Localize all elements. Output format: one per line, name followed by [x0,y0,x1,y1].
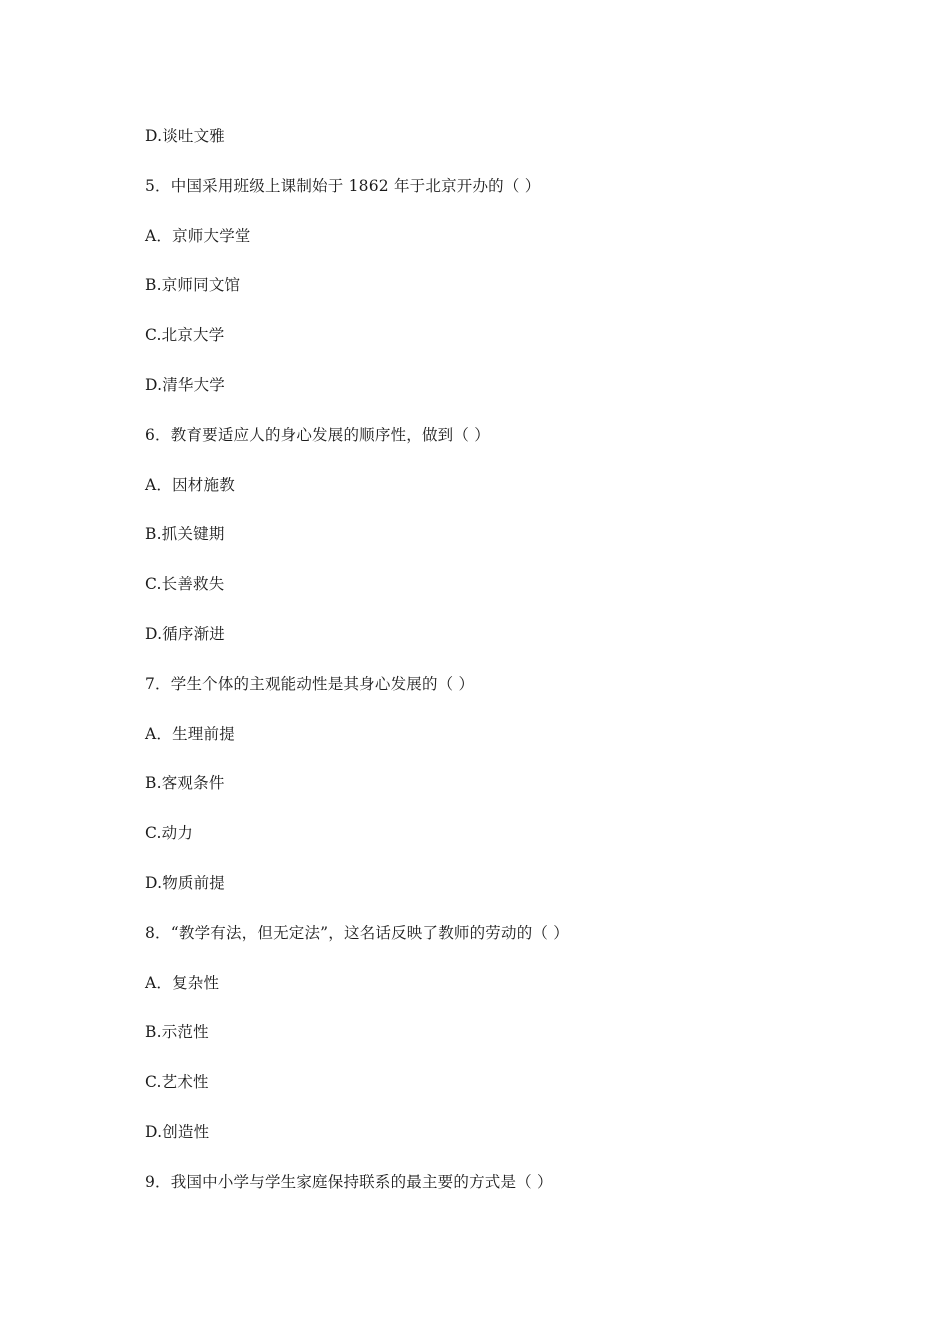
question-6: 6．教育要适应人的身心发展的顺序性，做到（ ） [145,425,490,444]
option-5d: D.清华大学 [145,375,226,394]
option-7d: D.物质前提 [145,873,226,892]
option-8c: C.艺术性 [145,1073,209,1092]
option-7a: A．生理前提 [145,724,235,743]
option-6a: A．因材施教 [145,475,235,494]
option-6b: B.抓关键期 [145,525,225,544]
option-5c: C.北京大学 [145,326,225,345]
option-4d: D.谈吐文雅 [145,127,226,145]
option-5a: A．京师大学堂 [145,226,251,245]
option-7b: B.客观条件 [145,774,225,793]
question-5: 5．中国采用班级上课制始于 1862 年于北京开办的（ ） [145,176,541,195]
option-8d: D.创造性 [145,1122,210,1141]
question-7: 7．学生个体的主观能动性是其身心发展的（ ） [145,674,475,693]
question-list [145,124,885,1220]
question-8: 8．“教学有法，但无定法”，这名话反映了教师的劳动的（ ） [145,923,569,942]
option-8b: B.示范性 [145,1023,209,1042]
option-6c: C.长善救失 [145,575,225,594]
option-6d: D.循序渐进 [145,624,226,643]
option-8a: A．复杂性 [145,973,220,992]
option-7c: C.动力 [145,824,194,843]
question-9: 9．我国中小学与学生家庭保持联系的最主要的方式是（ ） [145,1172,553,1191]
option-5b: B.京师同文馆 [145,276,241,295]
